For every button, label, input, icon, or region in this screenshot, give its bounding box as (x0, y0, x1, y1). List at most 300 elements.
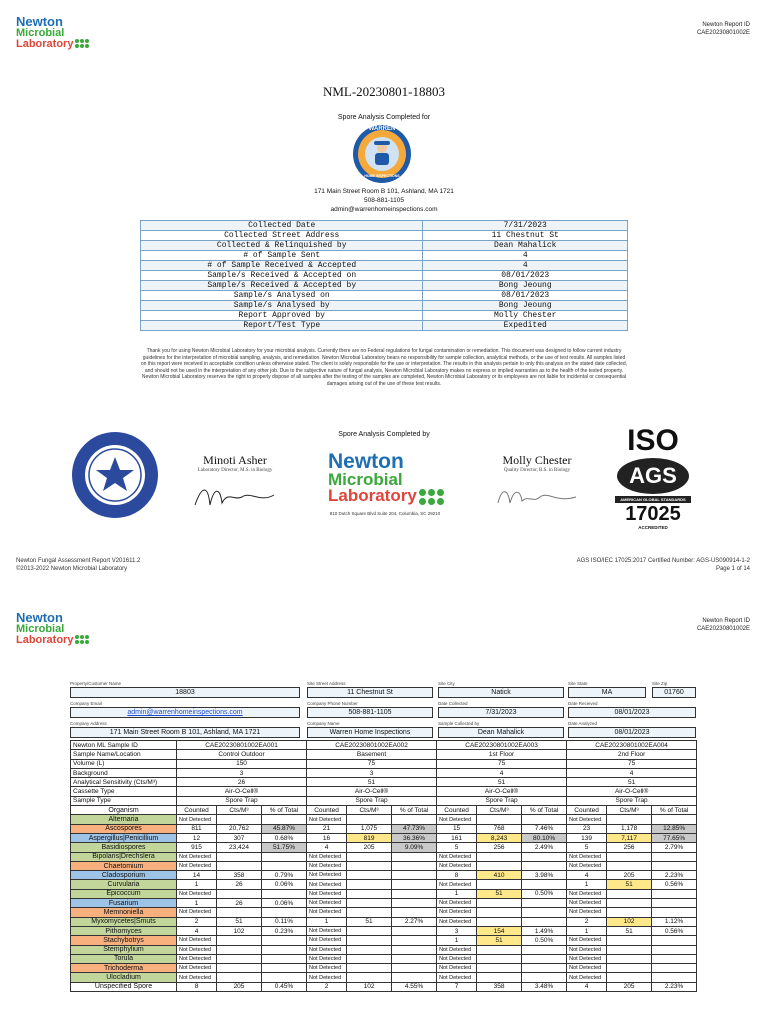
header-cts: Cts/M³ (217, 806, 262, 815)
counted-value: 4 (177, 926, 217, 935)
not-detected: Not Detected (437, 964, 477, 973)
analyzed-label: Date Analyzed (568, 721, 598, 726)
cts-value: 102 (607, 917, 652, 926)
sample-row-value: 150 (177, 759, 307, 768)
info-row (141, 261, 628, 271)
street-label: Site Street Address (307, 681, 346, 686)
sample-row-label: Background (71, 768, 177, 777)
empty-cell (652, 936, 697, 945)
empty-cell (262, 964, 307, 973)
organism-row (71, 954, 697, 963)
pct-value: 0.50% (522, 889, 567, 898)
cts-value: 205 (217, 982, 262, 991)
footer-version: Newton Fungal Assessment Report V201611.2 (16, 558, 141, 564)
cts-value: 26 (217, 880, 262, 889)
empty-cell (477, 954, 522, 963)
info-value: 08/01/2023 (423, 271, 628, 281)
empty-cell (347, 815, 392, 824)
not-detected: Not Detected (307, 889, 347, 898)
logo-line-2: Microbial (16, 27, 65, 40)
pct-value: 3.48% (522, 982, 567, 991)
sample-row-value: 51 (567, 778, 697, 787)
sample-row-value: CAE20230801002EA004 (567, 741, 697, 750)
organism-row (71, 964, 697, 973)
empty-cell (347, 889, 392, 898)
empty-cell (477, 852, 522, 861)
counted-value: 1 (567, 926, 607, 935)
cts-value: 768 (477, 824, 522, 833)
newton-logo (16, 16, 89, 49)
sample-row-label: Volume (L) (71, 759, 177, 768)
empty-cell (347, 936, 392, 945)
cts-value: 51 (607, 926, 652, 935)
cts-value: 8,243 (477, 833, 522, 842)
empty-cell (392, 880, 437, 889)
counted-value: 8 (177, 982, 217, 991)
empty-cell (262, 815, 307, 824)
center-logo-dots-icon (419, 489, 444, 505)
sample-row-value: Spore Trap (567, 796, 697, 805)
cts-value: 358 (477, 982, 522, 991)
empty-cell (522, 880, 567, 889)
empty-cell (477, 880, 522, 889)
organism-row (71, 852, 697, 861)
counted-value: 15 (437, 824, 477, 833)
sample-info-row (71, 778, 697, 787)
empty-cell (392, 899, 437, 908)
info-row (141, 241, 628, 251)
pct-value: 4.55% (392, 982, 437, 991)
header-pct: % of Total (262, 806, 307, 815)
not-detected: Not Detected (437, 917, 477, 926)
cts-value: 819 (347, 833, 392, 842)
empty-cell (262, 889, 307, 898)
info-label: Collected Date (141, 221, 423, 231)
empty-cell (607, 954, 652, 963)
empty-cell (607, 936, 652, 945)
not-detected: Not Detected (177, 964, 217, 973)
counted-value: 23 (567, 824, 607, 833)
empty-cell (217, 815, 262, 824)
counted-value: 4 (567, 982, 607, 991)
counted-value: 16 (307, 833, 347, 842)
header-pct: % of Total (522, 806, 567, 815)
empty-cell (217, 973, 262, 982)
center-logo-line-1: Newton (328, 450, 404, 473)
counted-value: 2 (307, 982, 347, 991)
organism-row (71, 889, 697, 898)
pct-value: 0.68% (262, 833, 307, 842)
sample-row-value: 75 (567, 759, 697, 768)
sample-row-value: 3 (177, 768, 307, 777)
pct-value: 47.73% (392, 824, 437, 833)
empty-cell (522, 852, 567, 861)
empty-cell (477, 973, 522, 982)
cts-value: 154 (477, 926, 522, 935)
footer-page: Page 1 of 14 (715, 565, 750, 572)
empty-cell (392, 861, 437, 870)
footer-right (577, 558, 750, 574)
header-cts: Cts/M³ (607, 806, 652, 815)
sig1-name: Minoti Asher (203, 453, 267, 467)
empty-cell (262, 908, 307, 917)
sample-row-value: CAE20230801002EA002 (307, 741, 437, 750)
not-detected: Not Detected (437, 908, 477, 917)
empty-cell (522, 815, 567, 824)
empty-cell (392, 964, 437, 973)
empty-cell (522, 945, 567, 954)
customer-label: Property/Customer Name (70, 681, 122, 686)
organism-name: Bipolaris|Drechslera (71, 852, 177, 861)
not-detected: Not Detected (177, 954, 217, 963)
not-detected: Not Detected (437, 899, 477, 908)
info-value: Molly Chester (423, 311, 628, 321)
empty-cell (477, 964, 522, 973)
organism-name: Unspecified Spore (71, 982, 177, 991)
not-detected: Not Detected (567, 964, 607, 973)
pct-value: 0.50% (522, 936, 567, 945)
counted-value: 12 (177, 833, 217, 842)
organism-name: Epicoccum (71, 889, 177, 898)
info-label: Sample/s Received & Accepted on (141, 271, 423, 281)
organism-name: Memnoniella (71, 908, 177, 917)
organism-row (71, 982, 697, 991)
pct-value: 36.36% (392, 833, 437, 842)
report-title: NML-20230801-18803 (322, 84, 446, 99)
counted-value: 1 (437, 936, 477, 945)
not-detected: Not Detected (307, 880, 347, 889)
organism-row (71, 945, 697, 954)
organism-name: Torula (71, 954, 177, 963)
header-organism: Organism (71, 806, 177, 815)
addr-label: Company Address (70, 721, 107, 726)
cts-value: 358 (217, 871, 262, 880)
empty-cell (392, 954, 437, 963)
ags-number: 17025 (625, 503, 681, 525)
header-pct: % of Total (392, 806, 437, 815)
signature-block-2 (482, 453, 592, 518)
pct-value: 2.49% (522, 843, 567, 852)
info-value: Bong Jeoung (423, 281, 628, 291)
empty-cell (607, 889, 652, 898)
counted-value: 7 (437, 982, 477, 991)
empty-cell (477, 908, 522, 917)
empty-cell (347, 852, 392, 861)
not-detected: Not Detected (177, 889, 217, 898)
sample-row-value: 4 (567, 768, 697, 777)
not-detected: Not Detected (437, 852, 477, 861)
empty-cell (607, 899, 652, 908)
header-counted: Counted (177, 806, 217, 815)
sample-row-value: Spore Trap (177, 796, 307, 805)
cts-value: 256 (607, 843, 652, 852)
sample-info-row (71, 741, 697, 750)
empty-cell (392, 973, 437, 982)
organism-name: Ascospores (71, 824, 177, 833)
pct-value: 77.65% (652, 833, 697, 842)
phone-value: 508-881-1105 (307, 707, 433, 718)
empty-cell (652, 945, 697, 954)
pct-value: 0.45% (262, 982, 307, 991)
cts-value: 51 (347, 917, 392, 926)
empty-cell (217, 954, 262, 963)
sample-row-value: Spore Trap (437, 796, 567, 805)
not-detected: Not Detected (307, 964, 347, 973)
counted-value: 21 (307, 824, 347, 833)
info-row (141, 301, 628, 311)
logo-dots-icon (75, 39, 89, 48)
pct-value: 1.12% (652, 917, 697, 926)
not-detected: Not Detected (567, 815, 607, 824)
completed-by-label: Spore Analysis Completed by (338, 431, 430, 438)
sample-row-value: CAE20230801002EA003 (437, 741, 567, 750)
organism-row (71, 899, 697, 908)
street-value: 11 Chestnut St (307, 687, 433, 698)
not-detected: Not Detected (567, 936, 607, 945)
sample-row-value: 75 (437, 759, 567, 768)
addr-value: 171 Main Street Room B 101, Ashland, MA 1721 (70, 727, 300, 738)
sample-row-value: Air-O-Cell® (437, 787, 567, 796)
sample-info-row (71, 759, 697, 768)
header-counted: Counted (437, 806, 477, 815)
cts-value: 256 (477, 843, 522, 852)
empty-cell (262, 973, 307, 982)
not-detected: Not Detected (567, 852, 607, 861)
info-value: 4 (423, 261, 628, 271)
empty-cell (607, 852, 652, 861)
received-value: 08/01/2023 (568, 707, 696, 718)
pct-value: 0.56% (652, 926, 697, 935)
organism-row (71, 861, 697, 870)
empty-cell (392, 815, 437, 824)
organism-row (71, 926, 697, 935)
newton-center-logo (328, 452, 444, 505)
info-value: 7/31/2023 (423, 221, 628, 231)
analyzed-value: 08/01/2023 (568, 727, 696, 738)
info-label: # of Sample Sent (141, 251, 423, 261)
not-detected: Not Detected (567, 945, 607, 954)
spore-results-table (70, 740, 697, 992)
organism-name: Fusarium (71, 899, 177, 908)
not-detected: Not Detected (177, 815, 217, 824)
empty-cell (347, 899, 392, 908)
info-label: Report/Test Type (141, 321, 423, 331)
empty-cell (347, 973, 392, 982)
company-value: Warren Home Inspections (307, 727, 433, 738)
not-detected: Not Detected (437, 880, 477, 889)
sample-row-value: 3 (307, 768, 437, 777)
empty-cell (522, 964, 567, 973)
empty-cell (262, 861, 307, 870)
not-detected: Not Detected (567, 973, 607, 982)
counted-value: 1 (307, 917, 347, 926)
cts-value: 51 (477, 889, 522, 898)
organism-row (71, 917, 697, 926)
sample-row-label: Analytical Sensitivity (Cts/M³) (71, 778, 177, 787)
organism-name: Chaetomium (71, 861, 177, 870)
counted-value: 5 (437, 843, 477, 852)
cts-value: 205 (607, 871, 652, 880)
lab-address: 810 Dutch Square Blvd Suite 204, Columbia, SC 29210 (329, 511, 441, 516)
cts-value: 1,178 (607, 824, 652, 833)
not-detected: Not Detected (437, 861, 477, 870)
info-label: Collected Street Address (141, 231, 423, 241)
not-detected: Not Detected (177, 936, 217, 945)
empty-cell (477, 917, 522, 926)
not-detected: Not Detected (177, 861, 217, 870)
sample-info-row (71, 750, 697, 759)
organism-name: Stachybotrys (71, 936, 177, 945)
counted-value: 1 (177, 880, 217, 889)
counted-value: 1 (567, 880, 607, 889)
pct-value: 2.23% (652, 871, 697, 880)
sample-row-value: Air-O-Cell® (567, 787, 697, 796)
ags-sub: AMERICAN GLOBAL STANDARDS (615, 496, 691, 503)
header-cts: Cts/M³ (477, 806, 522, 815)
state-value: MA (568, 687, 646, 698)
organism-name: Pithomyces (71, 926, 177, 935)
report-id: CAE20230801002E (696, 30, 750, 37)
not-detected: Not Detected (177, 852, 217, 861)
counted-value: 8 (437, 871, 477, 880)
cts-value: 51 (607, 880, 652, 889)
ags-accredited: ACCREDITED (638, 525, 668, 530)
sig2-name: Molly Chester (502, 453, 572, 467)
header-pct: % of Total (652, 806, 697, 815)
empty-cell (347, 871, 392, 880)
empty-cell (477, 899, 522, 908)
empty-cell (607, 861, 652, 870)
sample-row-value: 1st Floor (437, 750, 567, 759)
counted-value: 4 (307, 843, 347, 852)
report-id-block-page2 (697, 617, 750, 634)
sample-row-value: Spore Trap (307, 796, 437, 805)
sample-row-label: Sample Type (71, 796, 177, 805)
empty-cell (522, 973, 567, 982)
laboratory-license-seal-icon (70, 430, 160, 520)
pct-value: 51.75% (262, 843, 307, 852)
sample-row-value: Basement (307, 750, 437, 759)
sample-row-label: Newton ML Sample ID (71, 741, 177, 750)
sample-row-value: 4 (437, 768, 567, 777)
counted-value: 915 (177, 843, 217, 852)
cts-value: 1,075 (347, 824, 392, 833)
sample-row-value: Control Outdoor (177, 750, 307, 759)
counted-value: 161 (437, 833, 477, 842)
footer-left (16, 558, 140, 574)
info-label: # of Sample Received & Accepted (141, 261, 423, 271)
counted-value: 14 (177, 871, 217, 880)
empty-cell (347, 964, 392, 973)
sample-row-label: Sample Name/Location (71, 750, 177, 759)
client-email: admin@warrenhomeinspections.com (330, 205, 438, 213)
not-detected: Not Detected (567, 908, 607, 917)
empty-cell (217, 889, 262, 898)
organism-name: Cladosporium (71, 871, 177, 880)
not-detected: Not Detected (437, 973, 477, 982)
sample-row-value: CAE20230801002EA001 (177, 741, 307, 750)
info-row (141, 231, 628, 241)
empty-cell (607, 973, 652, 982)
cts-value: 205 (347, 843, 392, 852)
counted-value: 2 (567, 917, 607, 926)
empty-cell (522, 954, 567, 963)
info-label: Collected & Relinquished by (141, 241, 423, 251)
collection-info-table (140, 220, 628, 331)
empty-cell (217, 861, 262, 870)
not-detected: Not Detected (177, 973, 217, 982)
info-value: Expedited (423, 321, 628, 331)
disclaimer: Thank you for using Newton Microbial Laboratory for your microbial analysis. Currently there are no Federal regulations for fungal contamination or remediation. This document was designed to follow current industry guidelines for the interpretation of microbial sampling, analysis, and remediation. Newton Microbial Laboratory bears no responsibility for sample collection, analytical methods, or the use of test results. All samples listed on this report were received in acceptable condition unless otherwise stated. The client is solely responsible for the use or interpretation. The results in this analysis pertain to only this analysis on the stated date collected, and should not be used in the interpretation of any other job. Due to the subjective nature of fungal analysis, Newton Microbial Laboratory makes no express or implied warranties as to the health of the tested property. Newton Microbial Laboratory reserves the right to properly dispose of all samples after the testing of the samples are completed, Newton Microbial Laboratory or its employees are not liable for incidental or consequential damages arising out of the use of these test results. (140, 348, 628, 387)
counted-value: 811 (177, 824, 217, 833)
sample-row-value: 75 (307, 759, 437, 768)
pct-value: 45.87% (262, 824, 307, 833)
organism-name: Aspergillus|Penicillium (71, 833, 177, 842)
info-value: 08/01/2023 (423, 291, 628, 301)
cts-value: 51 (217, 917, 262, 926)
not-detected: Not Detected (437, 954, 477, 963)
organism-row (71, 880, 697, 889)
not-detected: Not Detected (307, 945, 347, 954)
city-value: Natick (438, 687, 564, 698)
info-value: 4 (423, 251, 628, 261)
email-link[interactable]: admin@warrenhomeinspections.com (70, 707, 300, 718)
empty-cell (652, 861, 697, 870)
pct-value: 0.11% (262, 917, 307, 926)
info-row (141, 221, 628, 231)
empty-cell (652, 899, 697, 908)
organism-row (71, 833, 697, 842)
info-row (141, 281, 628, 291)
phone-label: Company Phone Number (307, 701, 358, 706)
client-address: 171 Main Street Room B 101, Ashland, MA 1721 (314, 188, 454, 195)
sample-row-value: Air-O-Cell® (307, 787, 437, 796)
client-contact (0, 188, 768, 214)
organism-row (71, 973, 697, 982)
report-id-label: Newton Report ID (702, 22, 750, 28)
iso-ags-badge (612, 426, 694, 542)
collector-value: Dean Mahalick (438, 727, 564, 738)
info-label: Report Approved by (141, 311, 423, 321)
empty-cell (217, 945, 262, 954)
empty-cell (347, 945, 392, 954)
empty-cell (392, 852, 437, 861)
info-row (141, 321, 628, 331)
info-value: 11 Chestnut St (423, 231, 628, 241)
logo2-line-3: Laboratory (16, 633, 74, 646)
pct-value: 12.85% (652, 824, 697, 833)
info-row (141, 291, 628, 301)
info-row (141, 311, 628, 321)
logo2-dots-icon (75, 635, 89, 644)
info-value: Dean Mahalick (423, 241, 628, 251)
info-row (141, 251, 628, 261)
cts-value: 205 (607, 982, 652, 991)
sample-info-row (71, 768, 697, 777)
counted-value: 1 (177, 899, 217, 908)
empty-cell (607, 945, 652, 954)
header-counted: Counted (307, 806, 347, 815)
sample-row-value: 51 (307, 778, 437, 787)
empty-cell (652, 908, 697, 917)
organism-name: Myxomycetes|Smuts (71, 917, 177, 926)
pct-value: 2.79% (652, 843, 697, 852)
organism-row (71, 936, 697, 945)
collector-label: Sample Collected by (438, 721, 480, 726)
organism-row (71, 871, 697, 880)
iso-text: ISO (627, 424, 679, 457)
empty-cell (392, 936, 437, 945)
